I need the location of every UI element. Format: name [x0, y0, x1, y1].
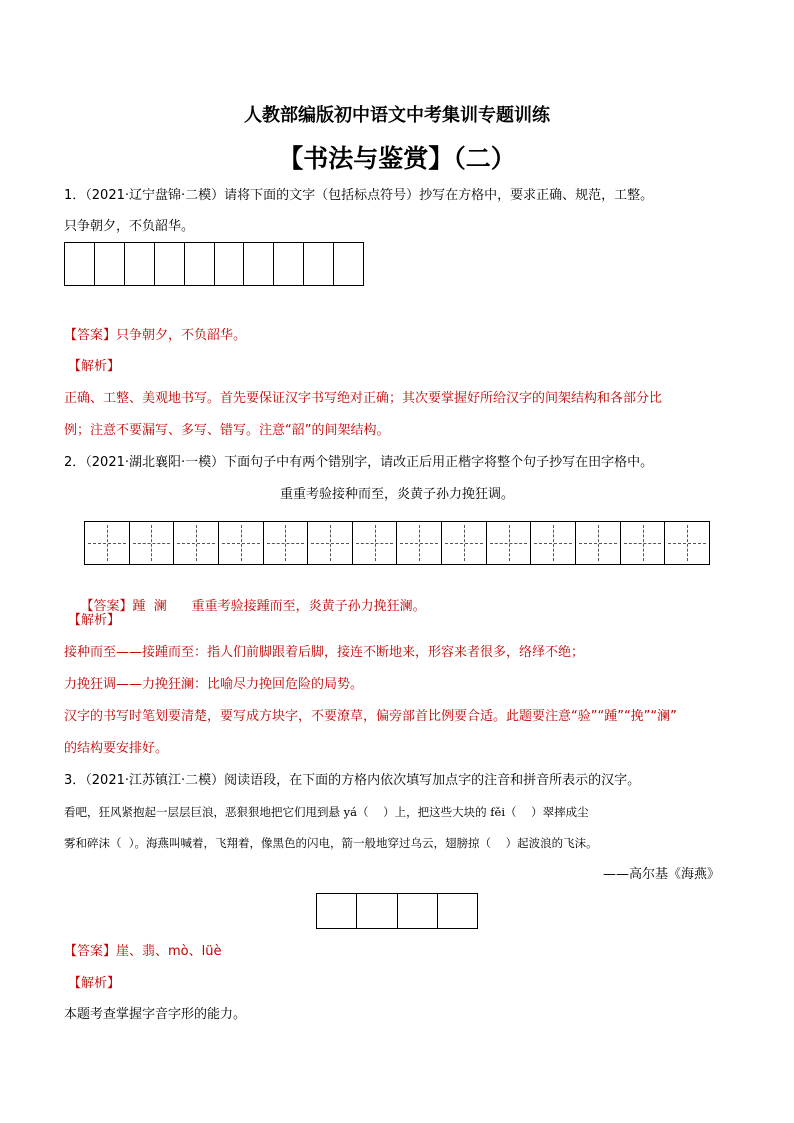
q3-stem: 3．（2021·江苏镇江·二模）阅读语段，在下面的方格内依次填写加点字的注音和拼音所表示的汉字。 [64, 773, 641, 788]
grid-cell[interactable] [487, 522, 532, 564]
q3-passage-line: 看吧，狂风紧抱起一层层巨浪，恶狠狠地把它们甩到悬 yá（ ）上，把这些大块的 fěi（ ）翠摔成尘 [64, 805, 589, 819]
answer-text: 踵 澜 重重考验接踵而至，炎黄子孙力挽狂澜。 [132, 599, 426, 614]
grid-cell[interactable] [357, 894, 397, 928]
q2-sentence: 重重考验接种而至，炎黄子孙力挽狂调。 [279, 487, 514, 502]
grid-cell[interactable] [85, 522, 130, 564]
grid-cell[interactable] [621, 522, 666, 564]
grid-cell[interactable] [264, 522, 309, 564]
grid-cell[interactable] [334, 243, 363, 285]
q1-analysis-line: 正确、工整、美观地书写。首先要保证汉字书写绝对正确；其次要掌握好所给汉字的间架结构和各部分比 [64, 391, 663, 406]
q1-analysis-line: 例；注意不要漏写、多写、错写。注意“韶”的间架结构。 [64, 423, 390, 438]
q2-tianzi-grid[interactable] [84, 521, 710, 565]
grid-cell[interactable] [130, 522, 175, 564]
q3-passage-line: 雾和碎沫（ ）。海燕叫喊着，飞翔着，像黑色的闪电，箭一般地穿过乌云，翅膀掠（ ）起波浪的飞沫。 [64, 836, 598, 850]
answer-text: 只争朝夕，不负韶华。 [116, 328, 247, 343]
q1-analysis-label: 【解析】 [68, 359, 121, 374]
grid-cell[interactable] [95, 243, 125, 285]
q2-analysis-label: 【解析】 [68, 613, 121, 628]
grid-cell[interactable] [308, 522, 353, 564]
grid-cell[interactable] [665, 522, 709, 564]
grid-cell[interactable] [244, 243, 274, 285]
grid-cell[interactable] [317, 894, 357, 928]
q2-analysis-line: 接种而至——接踵而至：指人们前脚跟着后脚，接连不断地来，形容来者很多，络绎不绝； [64, 645, 585, 660]
q2-stem: 2．（2021·湖北襄阳·一模）下面句子中有两个错别字，请改正后用正楷字将整个句子抄写在田字格中。 [64, 455, 654, 470]
grid-cell[interactable] [397, 522, 442, 564]
grid-cell[interactable] [125, 243, 155, 285]
q1-stem: 1．（2021·辽宁盘锦·二模）请将下面的文字（包括标点符号）抄写在方格中，要求正确、规范，工整。 [64, 188, 654, 203]
q1-answer [64, 327, 246, 345]
answer-label: 【答案】 [64, 328, 117, 343]
answer-label: 【答案】 [64, 944, 117, 959]
grid-cell[interactable] [65, 243, 95, 285]
grid-cell[interactable] [442, 522, 487, 564]
grid-cell[interactable] [155, 243, 185, 285]
page-title: 人教部编版初中语文中考集训专题训练 [244, 105, 550, 126]
q3-answer [64, 943, 221, 961]
q1-writing-grid[interactable] [64, 242, 364, 286]
grid-cell[interactable] [215, 243, 245, 285]
q2-analysis-line: 力挽狂调——力挽狂澜：比喻尽力挽回危险的局势。 [64, 677, 364, 692]
page-subtitle: 【书法与鉴赏】（二） [278, 144, 516, 173]
answer-text: 崖、翡、mò、lüè [116, 944, 222, 959]
grid-cell[interactable] [219, 522, 264, 564]
grid-cell[interactable] [576, 522, 621, 564]
q3-source: ——高尔基《海燕》 [602, 867, 720, 882]
q2-analysis-line: 汉字的书写时笔划要清楚，要写成方块字，不要潦草，偏旁部首比例要合适。此题要注意“验”“踵”“挽”“澜” [64, 709, 677, 724]
q2-analysis-line: 的结构要安排好。 [64, 741, 169, 756]
grid-cell[interactable] [353, 522, 398, 564]
q3-analysis-line: 本题考查掌握字音字形的能力。 [64, 1007, 247, 1022]
grid-cell[interactable] [531, 522, 576, 564]
answer-label: 【答案】 [80, 599, 133, 614]
q3-analysis-label: 【解析】 [68, 976, 121, 991]
grid-cell[interactable] [438, 894, 477, 928]
q3-answer-grid[interactable] [316, 893, 478, 929]
grid-cell[interactable] [304, 243, 334, 285]
grid-cell[interactable] [185, 243, 215, 285]
q1-text: 只争朝夕，不负韶华。 [64, 219, 195, 234]
grid-cell[interactable] [398, 894, 438, 928]
grid-cell[interactable] [274, 243, 304, 285]
grid-cell[interactable] [174, 522, 219, 564]
